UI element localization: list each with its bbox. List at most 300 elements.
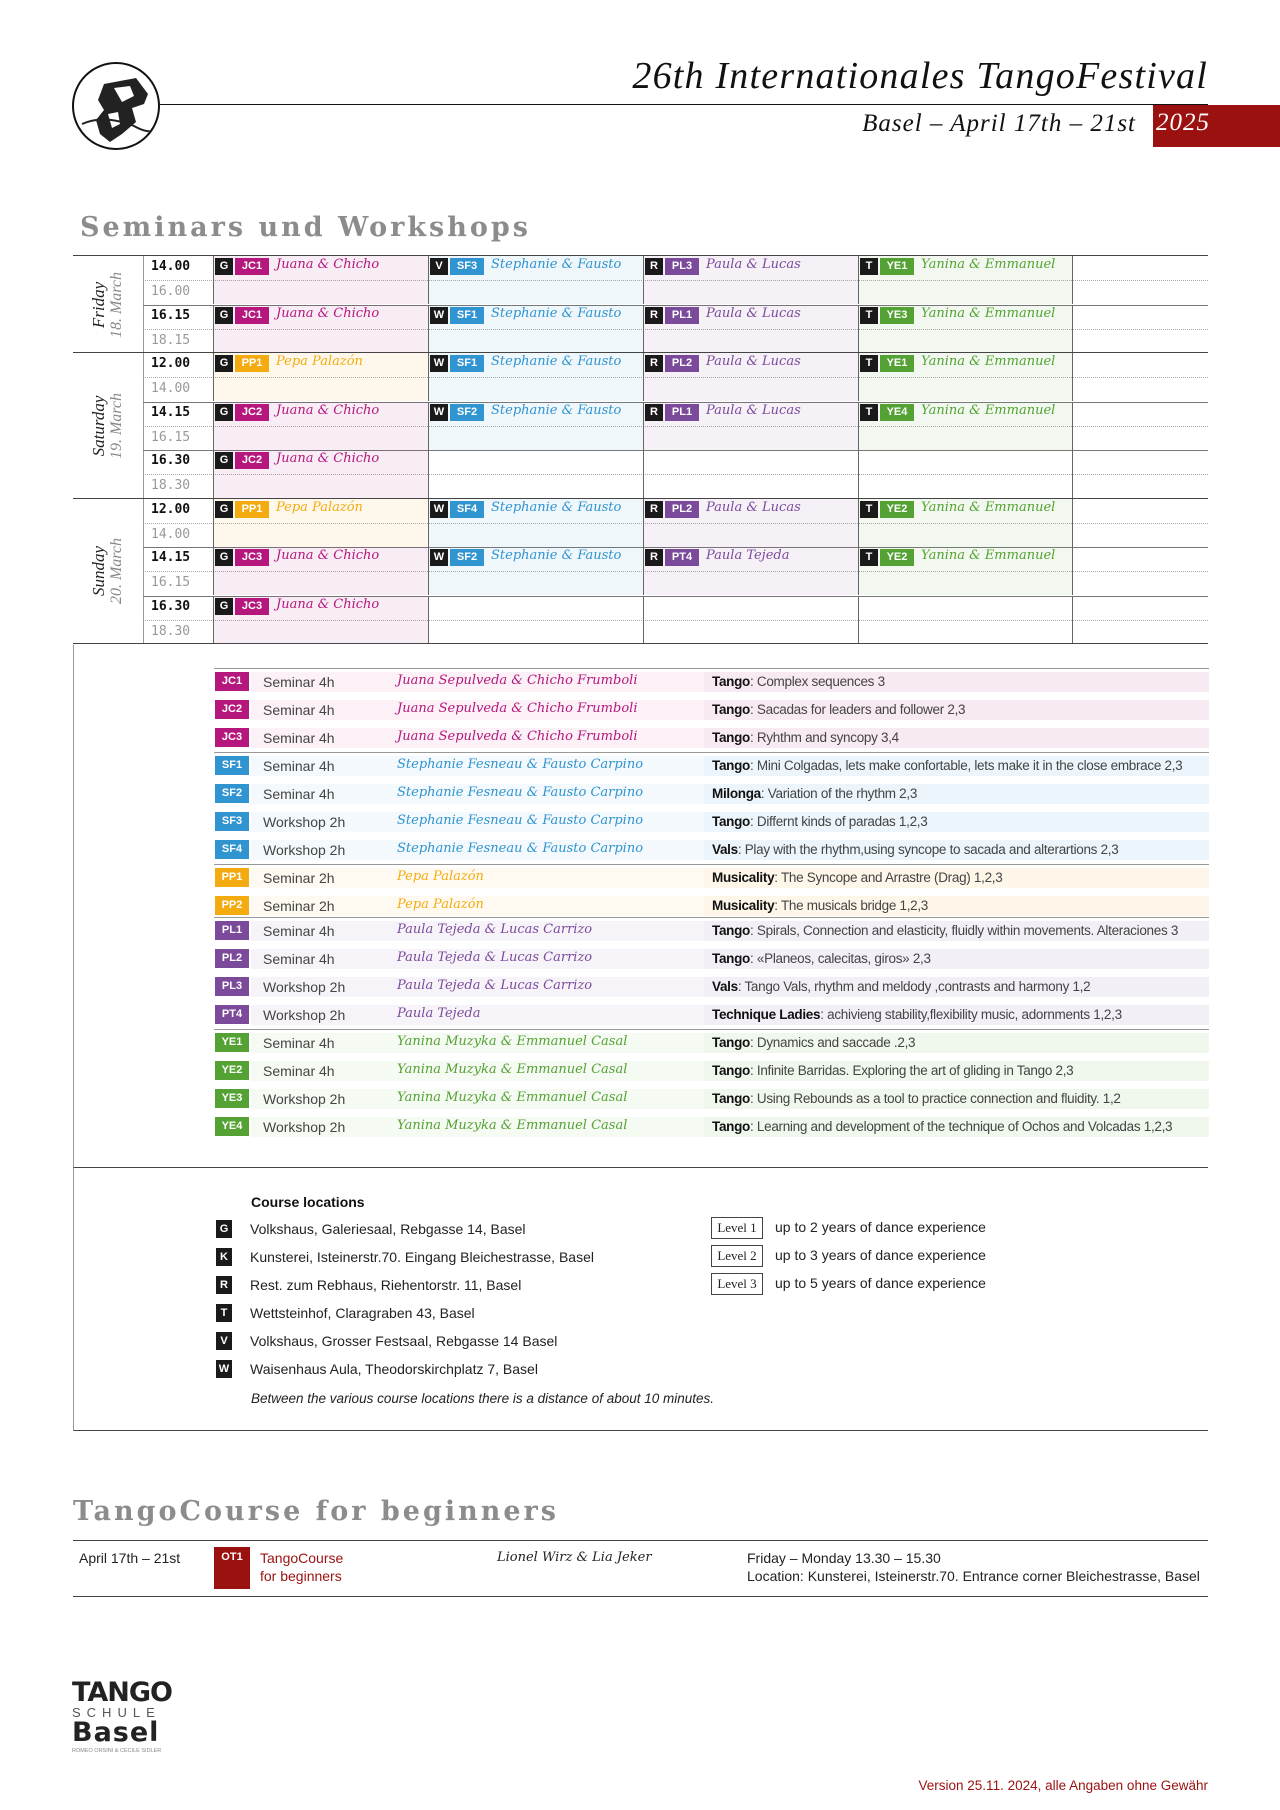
- location-key-badge: T: [860, 501, 878, 518]
- course-style: Technique Ladies: [712, 1007, 821, 1022]
- slot-end-time: 18.30: [151, 478, 191, 493]
- day-name: Sunday: [89, 546, 108, 597]
- location-key-badge: G: [215, 501, 233, 518]
- teacher-names: Juana & Chicho: [276, 548, 380, 563]
- course-code-badge: JC2: [235, 404, 269, 421]
- course-row: [214, 975, 1209, 999]
- time-slot: [73, 402, 1208, 451]
- course-row: [214, 1003, 1209, 1027]
- course-topic: : The musicals bridge 1,2,3: [774, 898, 929, 913]
- course-type: Seminar 4h: [263, 1035, 335, 1051]
- course-description: [712, 1119, 1172, 1134]
- seminars-section-title: Seminars und Workshops: [80, 212, 531, 243]
- course-style: Tango: [712, 1063, 750, 1078]
- course-code-badge: PL1: [665, 404, 699, 421]
- course-teachers: Juana Sepulveda & Chicho Frumboli: [397, 701, 638, 716]
- schedule-cell[interactable]: [643, 402, 858, 450]
- course-type: Seminar 2h: [263, 898, 335, 914]
- teacher-names: Paula & Lucas: [706, 402, 801, 418]
- course-code-badge: PL1: [665, 307, 699, 324]
- course-teachers: Pepa Palazón: [397, 869, 484, 884]
- course-code-badge: YE2: [215, 1061, 249, 1080]
- location-key-badge: W: [430, 307, 448, 324]
- schedule-cell[interactable]: [428, 499, 643, 547]
- course-description: [712, 786, 917, 801]
- course-code-badge: YE4: [880, 404, 914, 421]
- location-key-badge: G: [215, 452, 233, 469]
- course-description: [712, 1063, 1073, 1078]
- course-description: [712, 730, 899, 745]
- course-description: [712, 870, 1002, 885]
- course-code-badge: SF2: [450, 404, 484, 421]
- location-key-badge: G: [215, 598, 233, 615]
- schedule-cell[interactable]: [213, 547, 428, 595]
- course-code-badge: JC1: [235, 258, 269, 275]
- teacher-names: Paula & Lucas: [706, 305, 801, 321]
- time-slot: [73, 305, 1208, 354]
- day-block-sunday: [73, 498, 1208, 644]
- location-address: Volkshaus, Grosser Festsaal, Rebgasse 14 Basel: [250, 1333, 558, 1349]
- course-style: Tango: [712, 730, 750, 745]
- course-type: Workshop 2h: [263, 842, 346, 858]
- location-address: Kunsterei, Isteinerstr.70. Eingang Bleichestrasse, Basel: [250, 1249, 594, 1265]
- beginners-course-code: [214, 1547, 250, 1589]
- course-row: [214, 1031, 1209, 1055]
- schedule-cell: [643, 596, 858, 644]
- location-key-badge: R: [645, 355, 663, 372]
- course-topic: : Mini Colgadas, lets make confortable, lets make it in the close embrace 2,3: [750, 758, 1183, 773]
- schedule-cell: [428, 596, 643, 644]
- course-type: Seminar 4h: [263, 786, 335, 802]
- course-row: [214, 1059, 1209, 1083]
- course-row: [214, 838, 1209, 862]
- time-slot: [73, 547, 1208, 596]
- schedule-cell[interactable]: [213, 450, 428, 498]
- course-code-badge: JC1: [235, 307, 269, 324]
- slot-start-time: 16.30: [151, 453, 191, 468]
- course-code-badge: SF2: [215, 784, 249, 803]
- course-code-badge: JC3: [215, 728, 249, 747]
- course-group-divider: [214, 752, 1209, 753]
- course-teachers: Stephanie Fesneau & Fausto Carpino: [397, 841, 644, 856]
- course-description: [712, 923, 1178, 938]
- course-teachers: Paula Tejeda & Lucas Carrizo: [397, 922, 593, 937]
- slot-end-time: 16.15: [151, 429, 191, 445]
- location-key-badge: G: [215, 404, 233, 421]
- day-name: Friday: [89, 281, 108, 328]
- teacher-names: Paula & Lucas: [706, 499, 801, 515]
- course-teachers: Paula Tejeda & Lucas Carrizo: [397, 950, 593, 965]
- location-key-badge: W: [430, 355, 448, 372]
- course-teachers: Pepa Palazón: [397, 897, 484, 912]
- schedule-cell[interactable]: [643, 499, 858, 547]
- beginners-schedule: [747, 1549, 1200, 1585]
- course-type: Workshop 2h: [263, 1119, 346, 1135]
- level-label: Level 3: [711, 1273, 763, 1295]
- course-code-badge: PT4: [665, 549, 699, 566]
- schedule-cell[interactable]: [428, 402, 643, 450]
- course-type: Seminar 4h: [263, 730, 335, 746]
- location-key-badge: W: [430, 501, 448, 518]
- course-row: [214, 698, 1209, 722]
- schedule-cell[interactable]: [858, 547, 1073, 595]
- course-style: Tango: [712, 1035, 750, 1050]
- level-description: up to 3 years of dance experience: [775, 1247, 986, 1263]
- course-style: Vals: [712, 979, 738, 994]
- teacher-names: Pepa Palazón: [276, 499, 363, 515]
- slot-end-time: 18.30: [151, 623, 191, 639]
- course-code-badge: YE2: [880, 549, 914, 566]
- slot-end-time: 16.15: [151, 575, 191, 590]
- day-name: Saturday: [89, 395, 108, 457]
- course-row: [214, 866, 1209, 890]
- course-code-badge: PL3: [665, 258, 699, 275]
- beginners-code-text: OT1: [221, 1551, 243, 1563]
- beginners-section-title: TangoCourse for beginners: [73, 1496, 559, 1527]
- course-code-badge: SF1: [215, 756, 249, 775]
- schedule-cell[interactable]: [213, 256, 428, 304]
- beginners-course-name: [260, 1549, 343, 1585]
- location-address: Volkshaus, Galeriesaal, Rebgasse 14, Basel: [250, 1221, 526, 1237]
- course-type: Workshop 2h: [263, 1007, 346, 1023]
- logo-owners: ROMEO ORSINI & CECILE SIDLER: [72, 1748, 162, 1754]
- course-description: [712, 814, 927, 829]
- slot-end-time: 14.00: [151, 526, 191, 542]
- course-group-divider: [214, 917, 1209, 918]
- day-date: 20. March: [108, 538, 125, 605]
- time-slot: [73, 256, 1208, 305]
- version-note: Version 25.11. 2024, alle Angaben ohne Gewähr: [918, 1778, 1208, 1793]
- location-key-badge: G: [215, 355, 233, 372]
- course-code-badge: YE3: [880, 307, 914, 324]
- level-label: Level 1: [711, 1217, 763, 1239]
- course-style: Tango: [712, 923, 750, 938]
- course-row: [214, 1115, 1209, 1139]
- course-code-badge: SF1: [450, 355, 484, 372]
- beginners-date: April 17th – 21st: [79, 1550, 181, 1566]
- course-style: Vals: [712, 842, 738, 857]
- course-code-badge: YE1: [880, 258, 914, 275]
- course-teachers: Yanina Muzyka & Emmanuel Casal: [397, 1062, 628, 1077]
- course-topic: : Differnt kinds of paradas 1,2,3: [750, 814, 928, 829]
- schedule-cell[interactable]: [213, 353, 428, 401]
- schedule-cell[interactable]: [428, 256, 643, 304]
- course-teachers: Juana Sepulveda & Chicho Frumboli: [397, 673, 638, 688]
- location-key: W: [216, 1360, 232, 1378]
- teacher-names: Juana & Chicho: [276, 257, 380, 272]
- course-style: Milonga: [712, 786, 761, 801]
- beginners-course-row: [73, 1540, 1208, 1597]
- course-type: Seminar 2h: [263, 870, 335, 886]
- day-date: 19. March: [108, 392, 125, 459]
- location-address: Wettsteinhof, Claragraben 43, Basel: [250, 1305, 475, 1321]
- course-code-badge: SF2: [450, 549, 484, 566]
- festival-year-badge: [1153, 105, 1280, 147]
- location-key: K: [216, 1248, 232, 1266]
- course-style: Musicality: [712, 898, 775, 913]
- course-teachers: Yanina Muzyka & Emmanuel Casal: [397, 1034, 628, 1049]
- course-topic: : Using Rebounds as a tool to practice connection and fluidity. 1,2: [750, 1091, 1121, 1106]
- course-code-badge: JC2: [235, 452, 269, 469]
- teacher-names: Stephanie & Fausto: [491, 305, 622, 321]
- course-list: [73, 645, 1208, 1167]
- slot-start-time: 14.00: [151, 259, 191, 274]
- festival-logo: [72, 62, 160, 150]
- time-slot: [73, 596, 1208, 645]
- course-group-divider: [214, 864, 1209, 865]
- location-key-badge: T: [860, 307, 878, 324]
- course-topic: : Sacadas for leaders and follower 2,3: [750, 702, 966, 717]
- course-description: [712, 842, 1118, 857]
- course-code-badge: SF3: [450, 258, 484, 275]
- festival-title: 26th Internationales TangoFestival: [632, 55, 1208, 97]
- course-teachers: Juana Sepulveda & Chicho Frumboli: [397, 729, 638, 744]
- slot-start-time: 16.15: [151, 307, 191, 323]
- day-block-saturday: [73, 352, 1208, 498]
- location-key-badge: V: [430, 258, 448, 275]
- time-slot: [73, 353, 1208, 402]
- schedule-cell[interactable]: [643, 353, 858, 401]
- schedule-cell[interactable]: [858, 305, 1073, 353]
- beginners-course-line2: for beginners: [260, 1568, 342, 1584]
- location-key-badge: W: [430, 549, 448, 566]
- teacher-names: Stephanie & Fausto: [491, 257, 622, 272]
- course-description: [712, 1007, 1122, 1022]
- course-code-badge: JC2: [215, 700, 249, 719]
- course-group-divider: [214, 668, 1209, 669]
- course-group-divider: [214, 1029, 1209, 1030]
- slot-start-time: 16.30: [151, 598, 191, 614]
- slot-end-time: 16.00: [151, 284, 191, 299]
- schedule-cell[interactable]: [428, 547, 643, 595]
- course-row: [214, 782, 1209, 806]
- schedule-cell[interactable]: [428, 305, 643, 353]
- course-type: Seminar 4h: [263, 758, 335, 774]
- location-key-badge: R: [645, 258, 663, 275]
- teacher-names: Juana & Chicho: [276, 596, 380, 612]
- time-slot: [73, 499, 1208, 548]
- course-description: [712, 979, 1090, 994]
- location-key-badge: G: [215, 258, 233, 275]
- course-code-badge: JC3: [235, 598, 269, 615]
- course-teachers: Paula Tejeda & Lucas Carrizo: [397, 978, 593, 993]
- course-teachers: Stephanie Fesneau & Fausto Carpino: [397, 785, 644, 800]
- course-type: Seminar 4h: [263, 951, 335, 967]
- course-description: [712, 758, 1182, 773]
- course-style: Tango: [712, 674, 750, 689]
- teacher-names: Yanina & Emmanuel: [921, 499, 1056, 515]
- slot-end-time: 18.15: [151, 332, 191, 348]
- location-address: Rest. zum Rebhaus, Riehentorstr. 11, Basel: [250, 1277, 522, 1293]
- course-code-badge: PP1: [235, 355, 269, 372]
- logo-basel: Basel: [72, 1717, 160, 1748]
- schedule-cell[interactable]: [213, 402, 428, 450]
- location-key-badge: R: [645, 501, 663, 518]
- schedule-cell[interactable]: [643, 256, 858, 304]
- course-code-badge: JC3: [235, 549, 269, 566]
- course-teachers: Yanina Muzyka & Emmanuel Casal: [397, 1118, 628, 1133]
- course-style: Tango: [712, 1119, 750, 1134]
- teacher-names: Juana & Chicho: [276, 402, 380, 418]
- header-divider: [160, 104, 1208, 105]
- course-code-badge: PL1: [215, 921, 249, 940]
- teacher-names: Stephanie & Fausto: [491, 548, 622, 563]
- teacher-names: Stephanie & Fausto: [491, 402, 622, 418]
- location-address: Waisenhaus Aula, Theodorskirchplatz 7, Basel: [250, 1361, 538, 1377]
- slot-start-time: 14.15: [151, 550, 191, 565]
- locations-section: [73, 1167, 1208, 1431]
- course-type: Workshop 2h: [263, 979, 346, 995]
- schedule-cell: [643, 450, 858, 498]
- schedule-bottom-line: [73, 643, 1208, 644]
- location-key-badge: T: [860, 258, 878, 275]
- course-code-badge: PP2: [215, 896, 249, 915]
- location-key-badge: R: [645, 307, 663, 324]
- festival-year: 2025: [1156, 109, 1210, 136]
- location-key-badge: G: [215, 549, 233, 566]
- course-code-badge: PL3: [215, 977, 249, 996]
- schedule-cell[interactable]: [213, 499, 428, 547]
- schedule-cell[interactable]: [428, 353, 643, 401]
- course-topic: : achivieng stability,flexibility music, adornments 1,2,3: [820, 1007, 1122, 1022]
- course-type: Seminar 4h: [263, 702, 335, 718]
- location-key-badge: T: [860, 404, 878, 421]
- teacher-names: Yanina & Emmanuel: [921, 305, 1056, 321]
- schedule-grid: [73, 255, 1208, 645]
- location-key-badge: W: [430, 404, 448, 421]
- schedule-cell[interactable]: [858, 353, 1073, 401]
- course-type: Seminar 4h: [263, 1063, 335, 1079]
- course-description: [712, 898, 928, 913]
- course-code-badge: PL2: [665, 355, 699, 372]
- course-topic: : The Syncope and Arrastre (Drag) 1,2,3: [774, 870, 1003, 885]
- course-teachers: Paula Tejeda: [397, 1006, 481, 1021]
- day-block-friday: [73, 255, 1208, 352]
- beginners-teachers: Lionel Wirz & Lia Jeker: [497, 1550, 652, 1565]
- course-type: Seminar 4h: [263, 674, 335, 690]
- location-key-badge: T: [860, 355, 878, 372]
- course-code-badge: PP1: [215, 868, 249, 887]
- course-type: Seminar 4h: [263, 923, 335, 939]
- teacher-names: Juana & Chicho: [276, 451, 380, 466]
- location-key-badge: T: [860, 549, 878, 566]
- schedule-cell[interactable]: [858, 499, 1073, 547]
- schedule-cell[interactable]: [643, 305, 858, 353]
- festival-dates: Basel – April 17th – 21st: [862, 110, 1136, 137]
- teacher-names: Pepa Palazón: [276, 354, 363, 369]
- schedule-cell: [428, 450, 643, 498]
- course-description: [712, 674, 885, 689]
- course-topic: : Play with the rhythm,using syncope to sacada and alterartions 2,3: [737, 842, 1119, 857]
- course-style: Tango: [712, 1091, 750, 1106]
- beginners-course-line1: TangoCourse: [260, 1550, 344, 1566]
- course-style: Tango: [712, 951, 750, 966]
- day-date: 18. March: [108, 271, 125, 338]
- course-style: Tango: [712, 758, 750, 773]
- schedule-cell[interactable]: [858, 256, 1073, 304]
- location-key-badge: R: [645, 404, 663, 421]
- course-code-badge: PP1: [235, 501, 269, 518]
- teacher-names: Yanina & Emmanuel: [921, 548, 1056, 563]
- slot-start-time: 14.15: [151, 404, 191, 420]
- teacher-names: Yanina & Emmanuel: [921, 402, 1056, 418]
- course-code-badge: SF1: [450, 307, 484, 324]
- course-code-badge: JC1: [215, 672, 249, 691]
- schedule-cell[interactable]: [643, 547, 858, 595]
- teacher-names: Stephanie & Fausto: [491, 499, 622, 515]
- level-description: up to 2 years of dance experience: [775, 1219, 986, 1235]
- teacher-names: Yanina & Emmanuel: [921, 257, 1056, 272]
- course-style: Musicality: [712, 870, 775, 885]
- location-key-badge: G: [215, 307, 233, 324]
- location-key: V: [216, 1332, 232, 1350]
- teacher-names: Paula Tejeda: [706, 548, 790, 563]
- schedule-cell[interactable]: [858, 402, 1073, 450]
- course-row: [214, 919, 1209, 943]
- logo-schule: SCHULE: [72, 1705, 161, 1720]
- teacher-names: Juana & Chicho: [276, 305, 380, 321]
- course-description: [712, 702, 965, 717]
- course-row: [214, 670, 1209, 694]
- course-code-badge: YE3: [215, 1089, 249, 1108]
- slot-end-time: 14.00: [151, 381, 191, 396]
- schedule-cell[interactable]: [213, 305, 428, 353]
- slot-start-time: 12.00: [151, 356, 191, 371]
- course-code-badge: YE1: [880, 355, 914, 372]
- course-topic: : Ryhthm and syncopy 3,4: [750, 730, 899, 745]
- beginners-time: Friday – Monday 13.30 – 15.30: [747, 1550, 941, 1566]
- level-label: Level 2: [711, 1245, 763, 1267]
- course-style: Tango: [712, 814, 750, 829]
- course-description: [712, 1091, 1121, 1106]
- course-row: [214, 726, 1209, 750]
- level-description: up to 5 years of dance experience: [775, 1275, 986, 1291]
- course-code-badge: SF3: [215, 812, 249, 831]
- course-row: [214, 894, 1209, 918]
- course-teachers: Stephanie Fesneau & Fausto Carpino: [397, 757, 644, 772]
- locations-note: Between the various course locations there is a distance of about 10 minutes.: [251, 1391, 715, 1406]
- location-key: R: [216, 1276, 232, 1294]
- tangoschule-logo: [72, 1677, 182, 1754]
- course-topic: : Complex sequences 3: [750, 674, 885, 689]
- course-code-badge: SF4: [450, 501, 484, 518]
- course-row: [214, 1087, 1209, 1111]
- schedule-cell[interactable]: [213, 596, 428, 644]
- location-key: G: [216, 1220, 232, 1238]
- teacher-names: Stephanie & Fausto: [491, 354, 622, 369]
- course-topic: : Variation of the rhythm 2,3: [760, 786, 918, 801]
- course-code-badge: YE2: [880, 501, 914, 518]
- course-topic: : Tango Vals, rhythm and meldody ,contrasts and harmony 1,2: [737, 979, 1091, 994]
- schedule-cell: [858, 450, 1073, 498]
- course-type: Workshop 2h: [263, 1091, 346, 1107]
- course-topic: : Infinite Barridas. Exploring the art of gliding in Tango 2,3: [750, 1063, 1074, 1078]
- course-code-badge: PL2: [215, 949, 249, 968]
- teacher-names: Paula & Lucas: [706, 257, 801, 272]
- course-row: [214, 810, 1209, 834]
- course-topic: : Dynamics and saccade .2,3: [750, 1035, 916, 1050]
- course-code-badge: SF4: [215, 840, 249, 859]
- beginners-location: Location: Kunsterei, Isteinerstr.70. Entrance corner Bleichestrasse, Basel: [747, 1568, 1200, 1584]
- course-row: [214, 947, 1209, 971]
- locations-title: Course locations: [251, 1194, 365, 1210]
- course-code-badge: YE1: [215, 1033, 249, 1052]
- location-key-badge: R: [645, 549, 663, 566]
- course-topic: : Spirals, Connection and elasticity, fluidly within movements. Alteraciones 3: [750, 923, 1179, 938]
- course-description: [712, 951, 931, 966]
- course-type: Workshop 2h: [263, 814, 346, 830]
- course-teachers: Stephanie Fesneau & Fausto Carpino: [397, 813, 644, 828]
